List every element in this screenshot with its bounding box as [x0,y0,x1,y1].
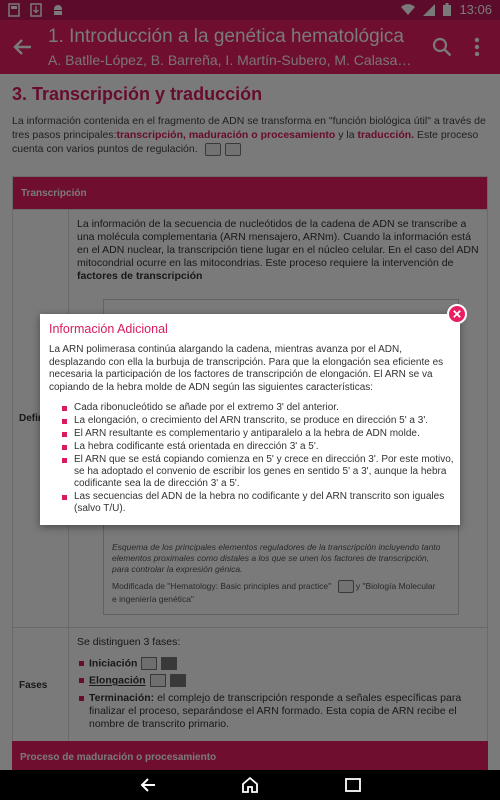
dialog-list [62,402,454,516]
back-icon[interactable] [139,776,159,794]
list-item: Cada ribonucleótido se añade por el extremo 3' del anterior. [62,402,454,414]
list-item: El ARN resultante es complementario y antiparalelo a la hebra de ADN molde. [62,428,454,440]
home-icon[interactable] [240,776,260,794]
list-item: Las secuencias del ADN de la hebra no codificante y del ARN transcrito son iguales (salvo T/U). [62,491,454,515]
recents-icon[interactable] [343,776,363,794]
dialog-text: La ARN polimerasa continúa alargando la cadena, mientras avanza por el ADN, desplazando con ella la burbuja de transcripción. Para que la elongación sea eficiente es necesaria la participación de los factores de transcripción de elongación. El ARN se va copiando de la hebra molde de ADN según las siguientes características: [49,344,444,393]
list-item: El ARN que se está copiando comienza en 5' y crece en dirección 3'. Por este motivo, se ha adoptado el convenio de escribir los genes en sentido 5' a 3', aunque la hebra codificante sea la de dirección 3' a 5'. [62,454,454,490]
close-icon[interactable] [447,304,467,324]
info-dialog [40,314,460,525]
navigation-bar [0,770,500,800]
dialog-title: Información Adicional [49,322,168,336]
list-item: La hebra codificante está orientada en dirección 3' a 5'. [62,441,454,453]
list-item: La elongación, o crecimiento del ARN transcrito, se produce en dirección 5' a 3'. [62,415,454,427]
